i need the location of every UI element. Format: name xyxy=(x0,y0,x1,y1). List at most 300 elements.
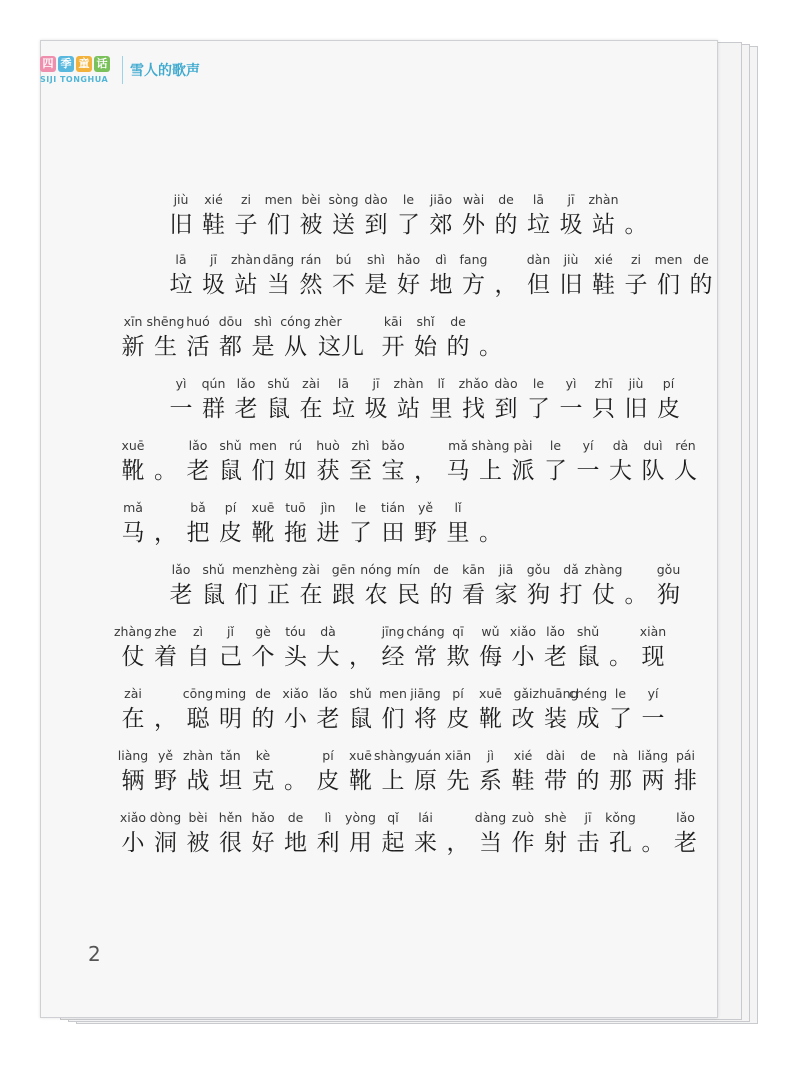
hanzi: 一 xyxy=(169,396,193,422)
hanzi: 野 xyxy=(414,520,437,546)
pinyin: shǔ xyxy=(267,376,290,391)
pinyin: shǔ xyxy=(219,438,242,453)
hanzi: 老 xyxy=(169,582,193,608)
pinyin: lì xyxy=(324,810,332,825)
pinyin: shàng xyxy=(374,748,412,763)
hanzi: 上 xyxy=(381,768,405,794)
pinyin: zài xyxy=(302,376,320,391)
hanzi: 老 xyxy=(674,830,697,856)
pinyin: le xyxy=(354,500,367,515)
hanzi: 小 xyxy=(121,830,145,856)
pinyin: kāi xyxy=(383,314,403,329)
hanzi: 看 xyxy=(462,582,485,608)
pinyin: dà xyxy=(320,624,336,639)
hanzi: 的 xyxy=(446,334,470,360)
pinyin: jǐ xyxy=(227,624,234,639)
pinyin: dì xyxy=(435,252,447,267)
hanzi: 大 xyxy=(316,644,340,670)
hanzi: 站 xyxy=(397,396,420,422)
pinyin: rú xyxy=(288,438,303,453)
hanzi: 农 xyxy=(364,582,388,608)
hanzi: 宝 xyxy=(381,458,405,484)
hanzi: ， xyxy=(349,644,372,670)
pinyin: men xyxy=(379,686,407,701)
pinyin: pí xyxy=(452,686,464,701)
hanzi: 在 xyxy=(299,582,323,608)
pinyin: lǎo xyxy=(236,376,256,391)
pinyin: zhàn xyxy=(182,748,214,763)
pinyin: jiù xyxy=(173,192,189,207)
hanzi: 进 xyxy=(316,520,340,546)
pinyin: zhuāng xyxy=(532,686,579,701)
hanzi: ， xyxy=(414,458,437,484)
hanzi: 然 xyxy=(299,272,323,298)
hanzi: 克 xyxy=(251,768,275,794)
hanzi: 旧 xyxy=(624,396,648,422)
hanzi: 现 xyxy=(641,644,665,670)
pinyin: cōng xyxy=(182,686,214,701)
pinyin: jī xyxy=(372,376,380,391)
pinyin: shàng xyxy=(471,438,510,453)
hanzi: 的 xyxy=(251,706,275,732)
pinyin: kǒng xyxy=(605,810,636,825)
pinyin: xiǎo xyxy=(509,624,537,639)
hanzi: 旧 xyxy=(169,212,193,238)
pinyin: pí xyxy=(322,748,334,763)
pinyin: tóu xyxy=(285,624,306,639)
pinyin: le xyxy=(614,686,627,701)
pinyin: pài xyxy=(513,438,533,453)
hanzi: 。 xyxy=(284,768,307,794)
pinyin: xuē xyxy=(478,686,502,701)
hanzi: 。 xyxy=(154,458,177,484)
pinyin: shì xyxy=(254,314,272,329)
hanzi: 鞋 xyxy=(202,212,225,238)
hanzi: 。 xyxy=(624,582,648,608)
hanzi: ， xyxy=(154,706,177,732)
hanzi: 方 xyxy=(462,272,485,298)
pinyin: dài xyxy=(545,748,566,763)
hanzi: 子 xyxy=(624,272,648,298)
hanzi: 了 xyxy=(544,458,567,484)
pinyin: lǐ xyxy=(454,500,462,515)
pinyin: gǒu xyxy=(526,562,551,577)
pinyin: huó xyxy=(186,314,210,329)
hanzi: 靴 xyxy=(479,706,502,732)
pinyin: shēng xyxy=(146,314,185,329)
pinyin: lǎo xyxy=(546,624,565,639)
hanzi: 。 xyxy=(609,644,632,670)
hanzi: 垃 xyxy=(169,272,193,298)
hanzi: 利 xyxy=(316,830,340,856)
pinyin: wǔ xyxy=(481,624,500,639)
hanzi: 新 xyxy=(121,334,145,360)
pinyin: xuē xyxy=(348,748,372,763)
pinyin: de xyxy=(450,314,466,329)
hanzi: 活 xyxy=(186,334,210,360)
pinyin: jìn xyxy=(320,500,336,515)
pinyin: zhàng xyxy=(113,624,152,639)
hanzi: 始 xyxy=(414,334,437,360)
pinyin: zuò xyxy=(511,810,535,825)
pinyin: zài xyxy=(124,686,142,701)
pinyin: yòng xyxy=(345,810,376,825)
hanzi: 皮 xyxy=(446,706,470,732)
pinyin: wài xyxy=(462,192,485,207)
hanzi: 都 xyxy=(219,334,242,360)
pinyin: xiǎo xyxy=(119,810,147,825)
pinyin: bǎo xyxy=(381,438,405,453)
pinyin: gēn xyxy=(331,562,356,577)
series-logo-char: 四 xyxy=(40,56,56,72)
pinyin: zhǎo xyxy=(458,376,489,391)
hanzi: 鞋 xyxy=(511,768,535,794)
pinyin: chéng xyxy=(568,686,608,701)
pinyin: fang xyxy=(459,252,488,267)
hanzi: 经 xyxy=(381,644,405,670)
hanzi: 靴 xyxy=(121,458,145,484)
pinyin: le xyxy=(532,376,545,391)
pinyin: de xyxy=(580,748,596,763)
hanzi: 们 xyxy=(267,212,290,238)
hanzi: 。 xyxy=(641,830,665,856)
pinyin: dòng xyxy=(149,810,182,825)
pinyin: shè xyxy=(544,810,567,825)
pinyin: jiāo xyxy=(429,192,453,207)
hanzi: 的 xyxy=(429,582,453,608)
pinyin: lǎo xyxy=(318,686,338,701)
hanzi: 鞋 xyxy=(592,272,615,298)
hanzi: 侮 xyxy=(479,644,502,670)
pinyin: lā xyxy=(175,252,187,267)
hanzi: 们 xyxy=(234,582,258,608)
hanzi: ， xyxy=(494,272,518,298)
hanzi: 射 xyxy=(544,830,567,856)
hanzi: 在 xyxy=(299,396,323,422)
hanzi: 将 xyxy=(414,706,437,732)
hanzi: 这儿 xyxy=(318,334,364,360)
hanzi: 们 xyxy=(251,458,275,484)
hanzi: 在 xyxy=(121,706,145,732)
pinyin: zhèr xyxy=(314,314,342,329)
pinyin: le xyxy=(402,192,415,207)
series-logo-char: 话 xyxy=(94,56,110,72)
hanzi: 坦 xyxy=(219,768,242,794)
pinyin: cháng xyxy=(406,624,445,639)
pinyin: de xyxy=(287,810,304,825)
hanzi: 。 xyxy=(624,212,648,238)
pinyin: bú xyxy=(335,252,352,267)
hanzi: 当 xyxy=(267,272,290,298)
hanzi: 了 xyxy=(527,396,550,422)
hanzi: 皮 xyxy=(316,768,340,794)
pinyin: jiù xyxy=(563,252,579,267)
pinyin: kān xyxy=(462,562,485,577)
hanzi: 当 xyxy=(479,830,502,856)
pinyin: zhàn xyxy=(588,192,619,207)
pinyin: shǐ xyxy=(416,314,435,329)
pinyin: nóng xyxy=(360,562,392,577)
pinyin: sòng xyxy=(328,192,359,207)
hanzi: 群 xyxy=(202,396,225,422)
pinyin: huò xyxy=(316,438,340,453)
series-logo-char: 童 xyxy=(76,56,92,72)
hanzi: 带 xyxy=(544,768,567,794)
pinyin: zhì xyxy=(351,438,370,453)
pinyin: duì xyxy=(643,438,663,453)
page-number: 2 xyxy=(88,942,101,966)
hanzi: 是 xyxy=(364,272,388,298)
pinyin: rén xyxy=(675,438,696,453)
hanzi: 狗 xyxy=(527,582,550,608)
pinyin: zi xyxy=(240,192,252,207)
hanzi: 己 xyxy=(219,644,242,670)
hanzi: 正 xyxy=(267,582,290,608)
hanzi: 排 xyxy=(674,768,697,794)
pinyin: mǎ xyxy=(448,438,468,453)
pinyin: xuē xyxy=(251,500,275,515)
hanzi: 一 xyxy=(576,458,600,484)
hanzi: 人 xyxy=(674,458,697,484)
hanzi: 马 xyxy=(446,458,470,484)
series-logo-char: 季 xyxy=(58,56,74,72)
hanzi: 明 xyxy=(219,706,242,732)
pinyin: liàng xyxy=(117,748,149,763)
hanzi: 狗 xyxy=(657,582,680,608)
pinyin: mǎ xyxy=(123,500,143,515)
pinyin: cóng xyxy=(280,314,311,329)
hanzi: 欺 xyxy=(446,644,470,670)
hanzi: 老 xyxy=(544,644,567,670)
pinyin: yí xyxy=(582,438,594,453)
pinyin: hěn xyxy=(218,810,243,825)
hanzi: 了 xyxy=(397,212,420,238)
page-header xyxy=(40,56,200,86)
pinyin: jī xyxy=(567,192,575,207)
pinyin: jiāng xyxy=(410,686,441,701)
pinyin: qī xyxy=(452,624,464,639)
hanzi: 开 xyxy=(381,334,405,360)
pinyin: qún xyxy=(201,376,226,391)
hanzi: 被 xyxy=(186,830,210,856)
pinyin: zi xyxy=(630,252,642,267)
hanzi: 。 xyxy=(479,334,502,360)
hanzi: 系 xyxy=(479,768,502,794)
hanzi: 派 xyxy=(511,458,535,484)
pinyin: xiān xyxy=(444,748,472,763)
hanzi: 着 xyxy=(154,644,177,670)
hanzi: 马 xyxy=(121,520,145,546)
pinyin: xié xyxy=(204,192,223,207)
pinyin: zhèng xyxy=(259,562,298,577)
pinyin: dǎ xyxy=(563,562,579,577)
hanzi: 地 xyxy=(284,830,307,856)
hanzi: ， xyxy=(154,520,177,546)
pinyin: men xyxy=(654,252,683,267)
hanzi: 鼠 xyxy=(202,582,225,608)
hanzi: 圾 xyxy=(202,272,225,298)
pinyin: jīng xyxy=(381,624,405,639)
header-divider xyxy=(122,56,123,84)
hanzi: 那 xyxy=(609,768,632,794)
pinyin: zài xyxy=(302,562,320,577)
hanzi: 靴 xyxy=(349,768,372,794)
hanzi: 仗 xyxy=(121,644,145,670)
hanzi: 个 xyxy=(251,644,275,670)
pinyin: jiā xyxy=(498,562,514,577)
hanzi: 两 xyxy=(641,768,665,794)
pinyin: dào xyxy=(494,376,518,391)
pinyin: zhī xyxy=(594,376,613,391)
pinyin: hǎo xyxy=(396,252,421,267)
pinyin: shǔ xyxy=(349,686,372,701)
pinyin: pí xyxy=(224,500,237,515)
pinyin: lái xyxy=(418,810,433,825)
hanzi: 民 xyxy=(397,582,420,608)
pinyin: jiù xyxy=(628,376,644,391)
hanzi: 先 xyxy=(446,768,470,794)
hanzi: 皮 xyxy=(219,520,242,546)
hanzi: 好 xyxy=(251,830,275,856)
pinyin: bǎ xyxy=(190,500,206,515)
pinyin: gè xyxy=(255,624,271,639)
pinyin: gǎi xyxy=(513,686,533,701)
hanzi: 鼠 xyxy=(219,458,242,484)
pinyin: zhàn xyxy=(393,376,424,391)
pinyin: yì xyxy=(565,376,577,391)
pinyin: yě xyxy=(417,500,434,515)
pinyin: men xyxy=(232,562,260,577)
hanzi: 到 xyxy=(494,396,518,422)
hanzi: 的 xyxy=(576,768,600,794)
hanzi: 旧 xyxy=(559,272,583,298)
hanzi: 成 xyxy=(576,706,600,732)
hanzi: 里 xyxy=(446,520,470,546)
pinyin: de xyxy=(498,192,514,207)
hanzi: 装 xyxy=(544,706,567,732)
hanzi: 家 xyxy=(494,582,518,608)
hanzi: 郊 xyxy=(429,212,453,238)
hanzi: 拖 xyxy=(284,520,307,546)
hanzi: 击 xyxy=(576,830,600,856)
hanzi: 找 xyxy=(462,396,485,422)
hanzi: 至 xyxy=(349,458,372,484)
pinyin: liǎng xyxy=(637,748,669,763)
hanzi: 老 xyxy=(186,458,210,484)
hanzi: 如 xyxy=(284,458,307,484)
hanzi: 孔 xyxy=(609,830,632,856)
hanzi: 子 xyxy=(234,212,258,238)
hanzi: 野 xyxy=(154,768,177,794)
hanzi: 送 xyxy=(332,212,355,238)
pinyin: lā xyxy=(532,192,545,207)
pinyin: dàng xyxy=(474,810,507,825)
hanzi: 的 xyxy=(494,212,518,238)
hanzi: 老 xyxy=(234,396,258,422)
pinyin: xuē xyxy=(121,438,145,453)
hanzi: 垃 xyxy=(527,212,550,238)
hanzi: 洞 xyxy=(154,830,177,856)
pinyin: xiǎo xyxy=(282,686,309,701)
series-logo xyxy=(40,56,110,72)
pinyin: gǒu xyxy=(656,562,681,577)
pinyin: mín xyxy=(396,562,421,577)
hanzi: 。 xyxy=(479,520,502,546)
hanzi: 不 xyxy=(332,272,355,298)
pinyin: nà xyxy=(612,748,629,763)
hanzi: 到 xyxy=(364,212,388,238)
pinyin: lǎo xyxy=(171,562,191,577)
hanzi: 原 xyxy=(414,768,437,794)
hanzi: 获 xyxy=(316,458,340,484)
pinyin: zì xyxy=(192,624,204,639)
pinyin: dōu xyxy=(218,314,243,329)
pinyin: rán xyxy=(300,252,322,267)
hanzi: 鼠 xyxy=(576,644,600,670)
hanzi: 辆 xyxy=(121,768,145,794)
hanzi: 跟 xyxy=(332,582,355,608)
pinyin: pái xyxy=(675,748,696,763)
pinyin: bèi xyxy=(188,810,208,825)
pinyin: de xyxy=(255,686,271,701)
pinyin: xié xyxy=(513,748,533,763)
hanzi: 上 xyxy=(479,458,502,484)
pinyin: lǎo xyxy=(188,438,208,453)
hanzi: 鼠 xyxy=(267,396,290,422)
hanzi: 用 xyxy=(349,830,372,856)
pinyin: de xyxy=(693,252,709,267)
hanzi: 里 xyxy=(429,396,453,422)
hanzi: 们 xyxy=(657,272,680,298)
pinyin: men xyxy=(264,192,293,207)
pinyin: dāng xyxy=(262,252,295,267)
book-title: 雪人的歌声 xyxy=(130,63,200,79)
pinyin: kè xyxy=(255,748,271,763)
hanzi: 地 xyxy=(429,272,453,298)
pinyin: lǐ xyxy=(437,376,445,391)
pinyin: men xyxy=(249,438,277,453)
hanzi: 一 xyxy=(641,706,665,732)
hanzi: 垃 xyxy=(332,396,355,422)
pinyin: dàn xyxy=(526,252,551,267)
hanzi: 老 xyxy=(316,706,340,732)
hanzi: 外 xyxy=(462,212,485,238)
pinyin: zhe xyxy=(154,624,177,639)
hanzi: 了 xyxy=(609,706,632,732)
pinyin: tuō xyxy=(285,500,306,515)
pinyin: pí xyxy=(662,376,675,391)
hanzi: 把 xyxy=(186,520,210,546)
hanzi: 起 xyxy=(381,830,405,856)
hanzi: 的 xyxy=(689,272,713,298)
hanzi: 生 xyxy=(154,334,177,360)
pinyin: de xyxy=(433,562,449,577)
hanzi: 仗 xyxy=(592,582,615,608)
pinyin: shì xyxy=(367,252,385,267)
pinyin: xīn xyxy=(123,314,143,329)
pinyin: zhàn xyxy=(230,252,262,267)
hanzi: ， xyxy=(446,830,470,856)
pinyin: yì xyxy=(175,376,187,391)
hanzi: 从 xyxy=(284,334,307,360)
hanzi: 靴 xyxy=(251,520,275,546)
hanzi: 但 xyxy=(527,272,550,298)
hanzi: 好 xyxy=(397,272,420,298)
hanzi: 来 xyxy=(414,830,437,856)
pinyin: le xyxy=(549,438,562,453)
hanzi: 圾 xyxy=(559,212,583,238)
hanzi: 改 xyxy=(511,706,535,732)
